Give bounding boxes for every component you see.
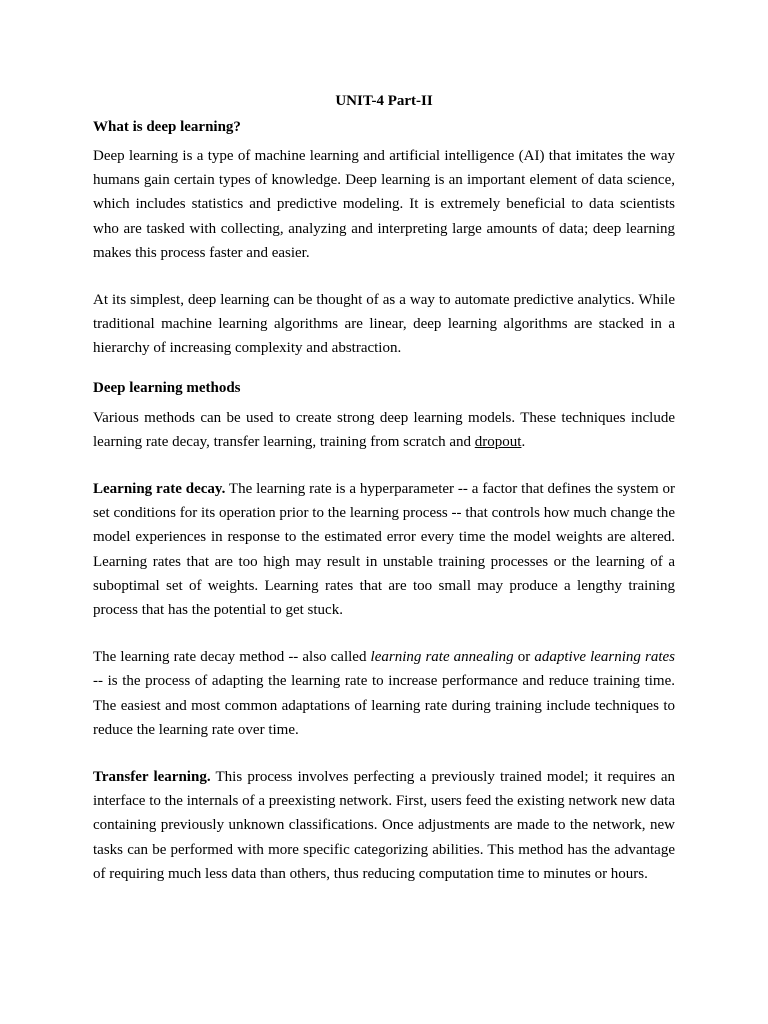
document-content (93, 90, 675, 886)
annealing-term-2: adaptive learning rates (534, 649, 676, 666)
paragraph-methods (93, 406, 675, 454)
heading-what-is-deep-learning: What is deep learning? (93, 119, 241, 135)
paragraph-intro-2: At its simplest, deep learning can be thought of as a way to automate predictive analytics. While traditional machine learning algorithms are linear, deep learning algorithms are stacked in a hierarchy of increasing complexity and abstraction. (93, 292, 675, 357)
paragraph-learning-rate-decay (93, 477, 675, 622)
page-title: UNIT-4 Part-II (335, 93, 433, 109)
learning-rate-decay-text: The learning rate is a hyperparameter -- a factor that defines the system or set conditions for its operation prior to the learning process -- that controls how much change the model experiences in response to the estimated error every time the model weights are altered. Learning rates that are too high may result in unstable training processes or the learning of a suboptimal set of weights. Learning rates that are too small may produce a lengthy training process that has the potential to get stuck. (93, 481, 675, 619)
annealing-term-1: learning rate annealing (370, 649, 514, 666)
annealing-or: or (513, 649, 535, 666)
paragraph-transfer-learning (93, 765, 675, 886)
paragraph-annealing (93, 645, 675, 742)
methods-suffix: . (521, 433, 526, 450)
annealing-suffix: -- is the process of adapting the learning rate to increase performance and reduce training time. The easiest and most common adaptations of learning rate during training include techniques to reduce the learning rate over time. (93, 673, 675, 738)
dropout-link[interactable]: dropout (474, 433, 522, 450)
heading-deep-learning-methods: Deep learning methods (93, 379, 241, 396)
learning-rate-decay-lead: Learning rate decay. (93, 481, 226, 498)
transfer-learning-text: This process involves perfecting a previously trained model; it requires an interface to the internals of a preexisting network. First, users feed the existing network new data containing previously unknown classifications. Once adjustments are made to the network, new tasks can be performed with more specific categorizing abilities. This method has the advantage of requiring much less data than others, thus reducing computation time to minutes or hours. (93, 769, 676, 882)
methods-text: Various methods can be used to create strong deep learning models. These techniques include learning rate decay, transfer learning, training from scratch and (93, 409, 675, 450)
transfer-learning-lead: Transfer learning. (93, 769, 211, 786)
paragraph-intro-1: Deep learning is a type of machine learning and artificial intelligence (AI) that imitates the way humans gain certain types of knowledge. Deep learning is an important element of data science, which includes statistics and predictive modeling. It is extremely beneficial to data scientists who are tasked with collecting, analyzing and interpreting large amounts of data; deep learning makes this process faster and easier. (93, 148, 675, 261)
annealing-prefix: The learning rate decay method -- also called (93, 649, 371, 666)
